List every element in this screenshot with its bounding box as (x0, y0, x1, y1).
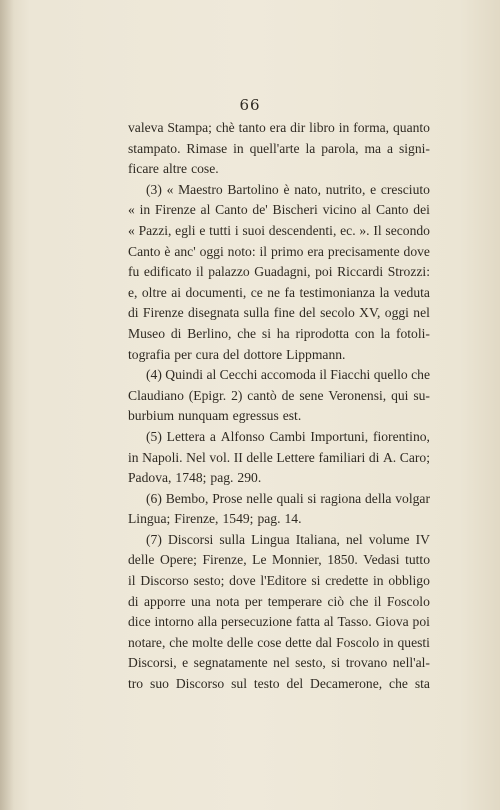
word: a (209, 428, 216, 444)
word: del (286, 676, 304, 692)
word: (Epigr. (188, 387, 227, 403)
word: ma (364, 140, 382, 156)
text-line (128, 345, 430, 366)
word: i (234, 222, 239, 238)
word: (5) (146, 428, 162, 444)
word: delle (246, 449, 273, 465)
word: Cambi (269, 428, 306, 444)
word: poi (315, 264, 333, 280)
word: e (182, 655, 189, 671)
word: volume (368, 531, 410, 547)
word: al (206, 367, 217, 383)
word: il (319, 367, 327, 383)
word: tutti (209, 222, 232, 238)
word: Prose (212, 490, 243, 506)
word: nutrito, (325, 181, 366, 197)
word: nota (216, 593, 240, 609)
word: tro (128, 676, 144, 692)
word: oltre (141, 284, 167, 300)
word: dette (285, 634, 312, 650)
word: oggi (199, 243, 224, 259)
word: (6) (146, 490, 162, 506)
text-line (128, 633, 430, 654)
word: A. (382, 449, 397, 465)
word: 1748; (175, 470, 207, 486)
word: Pazzi, (138, 222, 172, 238)
word: credette (325, 573, 369, 589)
text-line (128, 427, 430, 448)
text-line (128, 283, 430, 304)
word: Discorsi, (128, 655, 177, 671)
text-line (128, 674, 430, 695)
word: nunquam (178, 408, 229, 424)
word: tografia (128, 346, 171, 362)
word: IV (415, 531, 430, 547)
word: sulla (243, 305, 270, 321)
word: noto: (227, 243, 256, 259)
word: ». (359, 222, 370, 238)
word: Maestro (178, 181, 223, 197)
word: in (373, 573, 384, 589)
word: fu (128, 264, 140, 280)
word: il (196, 264, 204, 280)
word: primo (270, 243, 304, 259)
word: burbium (128, 408, 175, 424)
word: al (323, 614, 334, 630)
word: fotoli- (395, 325, 430, 341)
word: con (354, 325, 375, 341)
word: Firenze (154, 202, 196, 218)
word: 1850. (327, 552, 358, 568)
word: riprodotta (295, 325, 350, 341)
footnotes-text (128, 118, 430, 695)
word: dal (315, 634, 333, 650)
word: (4) (146, 367, 162, 383)
word: « (128, 222, 135, 238)
word: che (389, 676, 408, 692)
word: è (283, 181, 290, 197)
text-line (128, 468, 430, 489)
word: cura (195, 346, 220, 362)
word: Il (373, 222, 382, 238)
word: pag. (257, 511, 281, 527)
word: 14. (284, 511, 302, 527)
text-line (128, 571, 430, 592)
word: e (199, 222, 206, 238)
word: ragiona (320, 490, 362, 506)
word: della (365, 490, 392, 506)
word: « (128, 202, 135, 218)
word: egressus (232, 408, 279, 424)
text-line (128, 592, 430, 613)
word: ce (250, 284, 263, 300)
text-line (128, 324, 430, 345)
word: Veronensi, (328, 387, 387, 403)
word: in (338, 120, 350, 135)
word: il (259, 243, 268, 259)
word: palazzo (208, 264, 250, 280)
word: quell'arte (249, 140, 300, 156)
word: Giova (375, 614, 409, 630)
word: Bembo, (165, 490, 209, 506)
word: dove (229, 573, 256, 589)
word: Claudiano (128, 387, 184, 403)
word: si (261, 325, 271, 341)
word: de (281, 387, 295, 403)
word: testimonianza (299, 284, 375, 300)
word: il (373, 593, 382, 609)
word: volgar (395, 490, 430, 506)
word: per (244, 593, 263, 609)
word: « (166, 181, 174, 197)
word: al (200, 202, 211, 218)
word: Monnier, (272, 552, 322, 568)
word: e, (128, 284, 138, 300)
word: Lingua; (128, 511, 171, 527)
text-line (128, 159, 430, 180)
word: documenti, (185, 284, 247, 300)
word: di (170, 325, 182, 341)
word: Lettera (166, 428, 206, 444)
word: Discorso (175, 676, 225, 692)
word: de' (252, 202, 268, 218)
text-line (128, 406, 430, 427)
word: Guadagni, (254, 264, 311, 280)
word: dei (413, 202, 430, 218)
word: persecuzione (221, 614, 292, 630)
word: cresciuto (380, 181, 430, 197)
word: dice (128, 614, 151, 630)
text-line (128, 530, 430, 551)
word: Italiana, (295, 531, 340, 547)
word: Discorso (140, 573, 189, 589)
word: vol. (209, 449, 231, 465)
word: quali (276, 490, 304, 506)
word: forma, (353, 120, 390, 135)
word: Firenze (142, 305, 184, 321)
word: e (370, 181, 377, 197)
word: suoi (242, 222, 266, 238)
word: una (190, 593, 211, 609)
word: sul (231, 676, 247, 692)
word: che (411, 367, 430, 383)
word: nato, (294, 181, 322, 197)
text-line (128, 612, 430, 633)
word: testo (253, 676, 280, 692)
word: nel (273, 655, 290, 671)
text-line (128, 221, 430, 242)
word: valeva (128, 120, 164, 135)
text-line (128, 550, 430, 571)
word: Firenze, (202, 552, 247, 568)
text-line (128, 653, 430, 674)
text-line (128, 200, 430, 221)
word: edificato (143, 264, 192, 280)
word: delle (226, 634, 254, 650)
word: era (307, 243, 324, 259)
word: intorno (154, 614, 194, 630)
word: ne (267, 284, 281, 300)
word: dottore (243, 346, 283, 362)
word: che (349, 593, 369, 609)
word: Padova, (128, 470, 172, 486)
word: secondo (385, 222, 430, 238)
word: Firenze, (174, 511, 219, 527)
word: era (269, 120, 287, 135)
word: tutto (405, 552, 430, 568)
text-line (128, 509, 430, 530)
word: libro (309, 120, 335, 135)
word: qui (391, 387, 409, 403)
word: oggi (384, 305, 409, 321)
word: Stampa; (167, 120, 212, 135)
word: Strozzi: (387, 264, 430, 280)
word: notare, (128, 634, 166, 650)
word: Lippmann. (286, 346, 346, 362)
word: apporre (144, 593, 186, 609)
word: sesto; (193, 573, 225, 589)
word: fa (284, 284, 296, 300)
word: Fiacchi (330, 367, 371, 383)
word: Museo (128, 325, 166, 341)
word: la (380, 325, 391, 341)
word: di (128, 593, 139, 609)
word: cose (257, 634, 282, 650)
word: nelle (246, 490, 273, 506)
word: ficare (128, 161, 159, 177)
word: del (223, 346, 240, 362)
word: trovano (345, 655, 388, 671)
word: disegnata (188, 305, 240, 321)
text-line (128, 180, 430, 201)
word: chè (215, 120, 235, 135)
word: il (128, 573, 136, 589)
word: sulla (219, 531, 246, 547)
word: sesto, (295, 655, 326, 671)
word: questi (397, 634, 430, 650)
word: quello (373, 367, 408, 383)
text-line (128, 365, 430, 386)
word: fiorentino, (372, 428, 430, 444)
word: Vedasi (363, 552, 400, 568)
word: molte (192, 634, 223, 650)
text-line (128, 386, 430, 407)
word: Nel (186, 449, 206, 465)
text-line (128, 262, 430, 283)
word: la (379, 284, 390, 300)
word: delle (128, 552, 155, 568)
word: obbligo (388, 573, 430, 589)
word: alla (197, 614, 218, 630)
word: quanto (392, 120, 430, 135)
word: Riccardi (337, 264, 384, 280)
word: precisamente (327, 243, 400, 259)
word: l'Editore (260, 573, 307, 589)
word: si (311, 573, 321, 589)
word: anc' (174, 243, 196, 259)
word: Bischeri (272, 202, 318, 218)
word: di (128, 305, 139, 321)
word: Foscolo (386, 593, 430, 609)
word: Tasso. (337, 614, 372, 630)
word: est. (282, 408, 302, 424)
word: egli (175, 222, 196, 238)
word: temperare (267, 593, 323, 609)
word: 2) (231, 387, 243, 403)
word: è (164, 243, 171, 259)
word: cose. (191, 161, 219, 177)
word: ciò (327, 593, 345, 609)
word: Quindi (165, 367, 204, 383)
word: su- (413, 387, 430, 403)
word: che (237, 325, 257, 341)
word: si (307, 490, 317, 506)
word: Opere; (159, 552, 197, 568)
word: Lingua (251, 531, 290, 547)
word: nell'al- (392, 655, 430, 671)
word: dir (290, 120, 306, 135)
word: Discorsi (167, 531, 214, 547)
word: ha (276, 325, 290, 341)
word: 290. (237, 470, 262, 486)
word: segnatamente (193, 655, 268, 671)
word: Le (252, 552, 267, 568)
word: per (174, 346, 192, 362)
word: Bartolino (227, 181, 279, 197)
word: altre (162, 161, 188, 177)
word: (3) (146, 181, 162, 197)
text-line (128, 242, 430, 263)
word: dove (403, 243, 430, 259)
word: Importuni, (310, 428, 369, 444)
page-number: 66 (239, 96, 261, 114)
word: cantò (247, 387, 277, 403)
text-line (128, 303, 430, 324)
word: si (331, 655, 341, 671)
word: secolo (320, 305, 355, 321)
word: Foscolo (336, 634, 380, 650)
word: Napoli. (142, 449, 183, 465)
word: Rimase (186, 140, 228, 156)
word: fatta (295, 614, 320, 630)
word: pag. (210, 470, 234, 486)
text-line (128, 448, 430, 469)
word: Cecchi (219, 367, 258, 383)
word: sene (299, 387, 324, 403)
word: in (139, 202, 151, 218)
word: in (128, 449, 139, 465)
word: Berlino, (187, 325, 232, 341)
word: suo (150, 676, 169, 692)
word: signi- (398, 140, 430, 156)
word: in (233, 140, 244, 156)
word: Alfonso (220, 428, 265, 444)
word: tanto (238, 120, 266, 135)
word: del (299, 305, 316, 321)
word: a (387, 140, 394, 156)
word: descendenti, (268, 222, 337, 238)
word: che (169, 634, 189, 650)
word: (7) (146, 531, 162, 547)
word: Canto (215, 202, 248, 218)
word: sta (414, 676, 430, 692)
word: veduta (393, 284, 430, 300)
word: Decamerone, (310, 676, 383, 692)
word: Caro; (399, 449, 430, 465)
word: II (233, 449, 243, 465)
word: parola, (321, 140, 359, 156)
spine-shadow (0, 0, 14, 810)
word: poi (412, 614, 430, 630)
word: Canto (128, 243, 161, 259)
word: Canto (376, 202, 409, 218)
word: di (368, 449, 380, 465)
text-line (128, 118, 430, 139)
word: fine (273, 305, 295, 321)
word: Lettere (276, 449, 315, 465)
word: vicino (322, 202, 357, 218)
word: nel (413, 305, 430, 321)
word: stampato. (128, 140, 181, 156)
text-line (128, 139, 430, 160)
word: ai (171, 284, 182, 300)
word: familiari (318, 449, 366, 465)
word: XV, (359, 305, 381, 321)
word: accomoda (260, 367, 316, 383)
word: 1549; (222, 511, 254, 527)
word: al (361, 202, 372, 218)
word: in (383, 634, 394, 650)
word: ec. (340, 222, 356, 238)
word: la (305, 140, 316, 156)
text-line (128, 489, 430, 510)
word: nel (346, 531, 363, 547)
